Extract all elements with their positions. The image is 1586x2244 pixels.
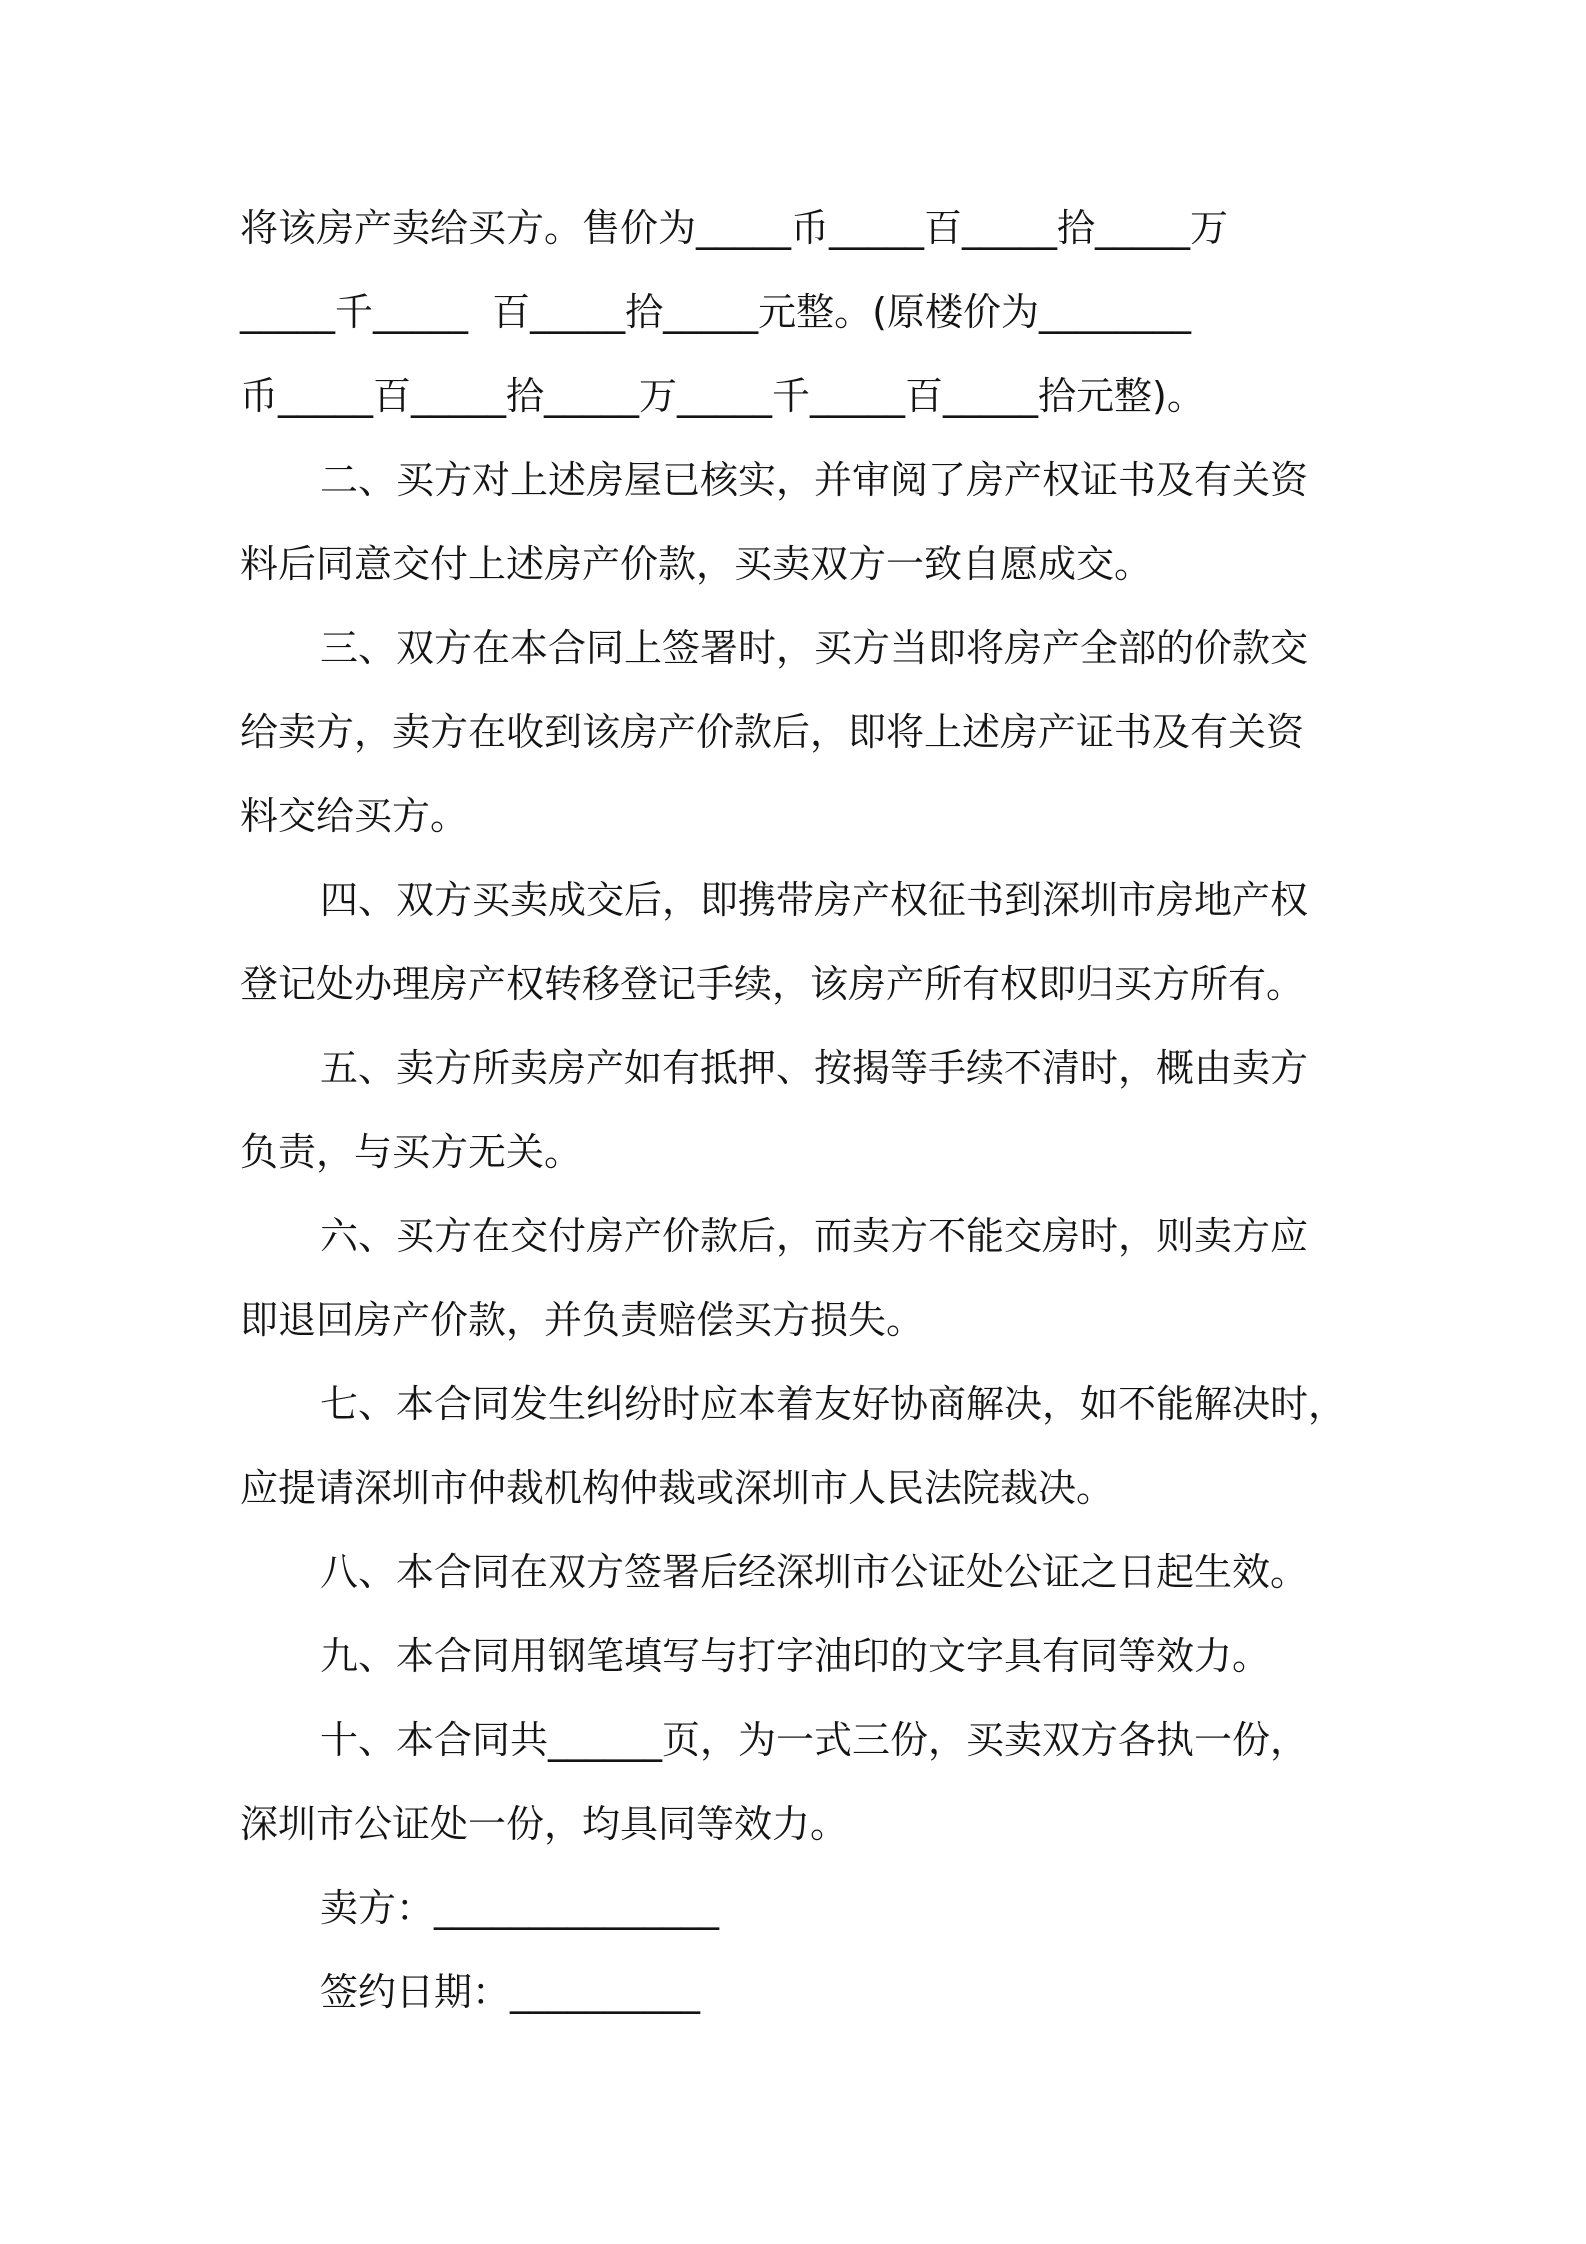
clause-8: 八、本合同在双方签署后经深圳市公证处公证之日起生效。 <box>320 1550 1309 1594</box>
clause-6: 六、买方在交付房产价款后，而卖方不能交房时，则卖方应 <box>320 1214 1309 1258</box>
contract-line-price-cont: _____千_____ 百_____拾_____元整。(原楼价为________ <box>240 290 1191 334</box>
clause-7-cont: 应提请深圳市仲裁机构仲裁或深圳市人民法院裁决。 <box>240 1466 1115 1510</box>
contract-line-price-cont: 币_____百_____拾_____万_____千_____百_____拾元整)。 <box>240 374 1205 418</box>
clause-2: 二、买方对上述房屋已核实，并审阅了房产权证书及有关资 <box>320 458 1309 502</box>
clause-5: 五、卖方所卖房产如有抵押、按揭等手续不清时，概由卖方 <box>320 1046 1309 1090</box>
clause-4: 四、双方买卖成交后，即携带房产权征书到深圳市房地产权 <box>320 878 1309 922</box>
clause-4-cont: 登记处办理房产权转移登记手续，该房产所有权即归买方所有。 <box>240 962 1305 1006</box>
contract-line-price: 将该房产卖给买方。售价为_____币_____百_____拾_____万 <box>240 206 1229 250</box>
clause-10-cont: 深圳市公证处一份，均具同等效力。 <box>240 1802 849 1846</box>
clause-6-cont: 即退回房产价款，并负责赔偿买方损失。 <box>240 1298 925 1342</box>
clause-3-cont: 料交给买方。 <box>240 794 469 838</box>
clause-9: 九、本合同用钢笔填写与打字油印的文字具有同等效力。 <box>320 1634 1271 1678</box>
clause-2-cont: 料后同意交付上述房产价款，买卖双方一致自愿成交。 <box>240 542 1153 586</box>
seller-signature-line: 卖方：_______________ <box>320 1886 720 1930</box>
clause-10: 十、本合同共______页，为一式三份，买卖双方各执一份， <box>320 1718 1309 1762</box>
signing-date-line: 签约日期：__________ <box>320 1970 701 2014</box>
clause-5-cont: 负责，与买方无关。 <box>240 1130 583 1174</box>
clause-7: 七、本合同发生纠纷时应本着友好协商解决，如不能解决时， <box>320 1382 1347 1426</box>
clause-3-cont: 给卖方，卖方在收到该房产价款后，即将上述房产证书及有关资 <box>240 710 1305 754</box>
contract-body <box>240 197 1358 2045</box>
clause-3: 三、双方在本合同上签署时，买方当即将房产全部的价款交 <box>320 626 1309 670</box>
